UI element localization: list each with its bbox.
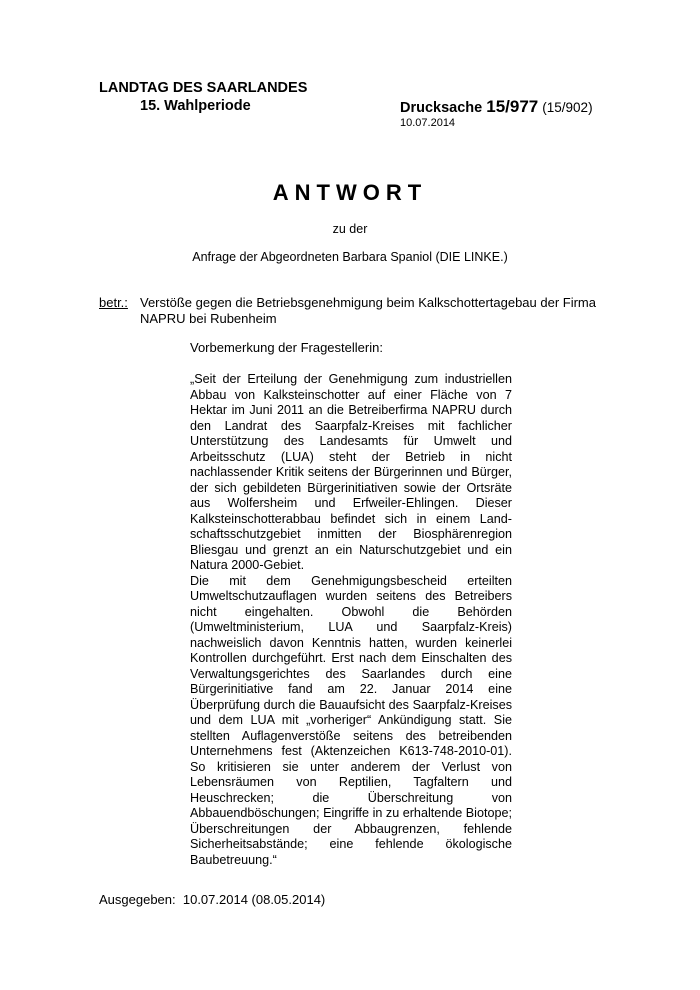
preliminary-remark-heading: Vorbemerkung der Fragestellerin:	[190, 340, 383, 355]
document-title: ANTWORT	[272, 180, 428, 205]
legislative-period: 15. Wahlperiode	[140, 98, 251, 114]
anfrage-line: Anfrage der Abgeordneten Barbara Spaniol (DIE LINKE.)	[192, 250, 508, 264]
issued-label: Ausgegeben:	[99, 892, 176, 907]
document-date: 10.07.2014	[400, 117, 456, 129]
quoted-remark	[190, 372, 512, 868]
remark-paragraph: „Seit der Erteilung der Genehmigung zum industriellen Abbau von Kalksteinschotter auf einer Fläche von 7 Hektar im Juni 2011 an die Betreiberfirma NAPRU durch den Landrat des Saarpfalz-Kreises mit fachlicher Unterstützung des Landesamts für Umwelt und Arbeitsschutz (LUA) steht der Betrieb in nicht nachlassender Kritik seitens der Bürgerinnen und Bürger, der sich gebildeten Bürgerinitiativen sowie der Ortsräte aus Wolfersheim und Erfweiler-Ehlingen. Dieser Kalksteinschotterabbau befindet sich in einem Landschaftsschutzgebiet inmitten der Biosphärenregion Bliesgau und grenzt an ein Naturschutzgebiet und ein Natura 2000-Gebiet.	[190, 372, 512, 572]
parliament-name: LANDTAG DES SAARLANDES	[99, 80, 308, 96]
drucksache-number: 15/977	[486, 97, 539, 116]
drucksache-previous: (15/902)	[542, 100, 593, 115]
subject-label: betr.:	[99, 295, 128, 310]
drucksache-reference	[400, 97, 593, 117]
issued-line	[99, 892, 325, 907]
subject-text: Verstöße gegen die Betriebsgenehmigung beim Kalkschottertagebau der Firma NAPRU bei Rubenheim	[140, 295, 596, 326]
zu-der-line: zu der	[332, 222, 368, 236]
issued-value: 10.07.2014 (08.05.2014)	[182, 892, 326, 907]
remark-paragraph: Die mit dem Genehmigungsbescheid erteilten Umweltschutzauflagen wurden seitens des Betreibers nicht eingehalten. Obwohl die Behörden (Umweltministerium, LUA und Saarpfalz-Kreis) nachweislich davon Kenntnis hatten, wurden keinerlei Kontrollen durchgeführt. Erst nach dem Einschalten des Verwaltungsgerichtes des Saarlandes durch eine Bürgerinitiative fand am 22. Januar 2014 eine Überprüfung durch die Bauaufsicht des Saarpfalz-Kreises und dem LUA mit „vorheriger“ Ankündigung statt. Sie stellten Auflagenverstöße seitens des betreibenden Unternehmens fest (Aktenzeichen K613-748-2010-01). So kritisieren sie unter anderem der Verlust von Lebensräumen von Reptilien, Tagfaltern und Heuschrecken; die Überschreitung von Abbauendböschungen; Eingriffe in zu erhaltende Biotope; Überschreitungen der Abbaugrenzen, fehlende Sicherheitsabstände; eine fehlende ökologische Baubetreuung.“	[190, 573, 512, 867]
drucksache-label: Drucksache	[400, 100, 483, 116]
